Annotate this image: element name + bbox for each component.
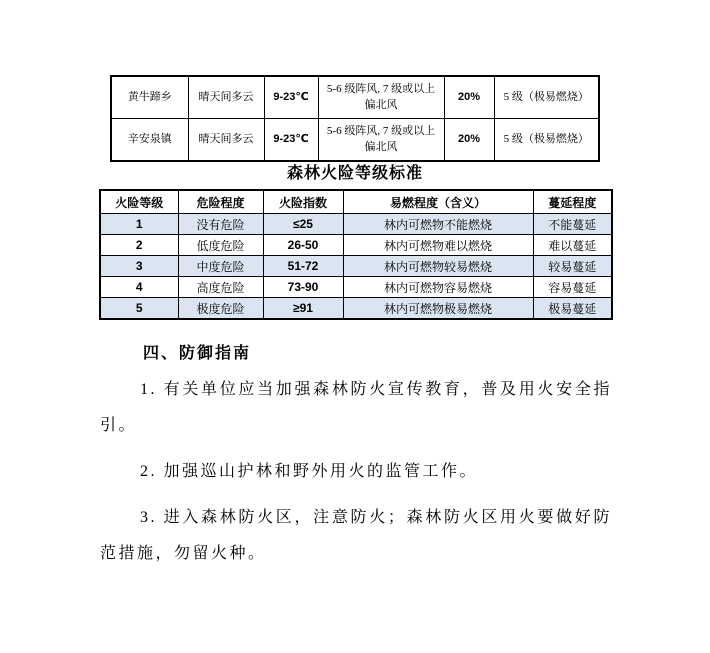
cell-spread: 难以蔓延 bbox=[533, 235, 612, 256]
cell-town: 黄牛蹄乡 bbox=[111, 76, 188, 119]
cell-danger: 中度危险 bbox=[178, 256, 263, 277]
cell-flammability: 林内可燃物较易燃烧 bbox=[343, 256, 533, 277]
cell-town: 辛安泉镇 bbox=[111, 119, 188, 162]
header-flammability: 易燃程度（含义） bbox=[343, 190, 533, 214]
cell-danger: 极度危险 bbox=[178, 298, 263, 320]
guide-heading: 四、防御指南 bbox=[143, 345, 252, 362]
cell-spread: 不能蔓延 bbox=[533, 214, 612, 235]
standard-table-row bbox=[100, 298, 612, 320]
cell-sky: 晴天间多云 bbox=[188, 76, 264, 119]
standard-table-row bbox=[100, 214, 612, 235]
weather-table bbox=[110, 75, 600, 162]
cell-fire-level: 5 级（极易燃烧） bbox=[494, 76, 599, 119]
cell-sky: 晴天间多云 bbox=[188, 119, 264, 162]
cell-temp: 9-23℃ bbox=[264, 76, 318, 119]
cell-danger: 低度危险 bbox=[178, 235, 263, 256]
cell-humidity: 20% bbox=[444, 76, 494, 119]
standard-table-header-row bbox=[100, 190, 612, 214]
cell-spread: 较易蔓延 bbox=[533, 256, 612, 277]
guide-paragraph-2: 2. 加强巡山护林和野外用火的监管工作。 bbox=[140, 463, 479, 480]
cell-humidity: 20% bbox=[444, 119, 494, 162]
cell-flammability: 林内可燃物极易燃烧 bbox=[343, 298, 533, 320]
cell-fire-level: 5 级（极易燃烧） bbox=[494, 119, 599, 162]
cell-flammability: 林内可燃物容易燃烧 bbox=[343, 277, 533, 298]
cell-wind: 5-6 级阵风, 7 级或以上偏北风 bbox=[318, 119, 444, 162]
weather-table-row bbox=[111, 119, 599, 162]
cell-danger: 没有危险 bbox=[178, 214, 263, 235]
header-fire-index: 火险指数 bbox=[263, 190, 343, 214]
cell-danger: 高度危险 bbox=[178, 277, 263, 298]
standard-table-row bbox=[100, 277, 612, 298]
guide-body bbox=[100, 372, 612, 582]
standard-table-row bbox=[100, 235, 612, 256]
cell-level: 4 bbox=[100, 277, 178, 298]
weather-table-row bbox=[111, 76, 599, 119]
cell-flammability: 林内可燃物难以燃烧 bbox=[343, 235, 533, 256]
cell-level: 1 bbox=[100, 214, 178, 235]
cell-wind: 5-6 级阵风, 7 级或以上偏北风 bbox=[318, 76, 444, 119]
standard-table-row bbox=[100, 256, 612, 277]
standard-table-title: 森林火险等级标准 bbox=[286, 165, 423, 182]
cell-index: ≥91 bbox=[263, 298, 343, 320]
cell-spread: 容易蔓延 bbox=[533, 277, 612, 298]
header-fire-level: 火险等级 bbox=[100, 190, 178, 214]
cell-index: ≤25 bbox=[263, 214, 343, 235]
header-danger-degree: 危险程度 bbox=[178, 190, 263, 214]
standard-table bbox=[99, 189, 613, 320]
header-spread-degree: 蔓延程度 bbox=[533, 190, 612, 214]
cell-temp: 9-23℃ bbox=[264, 119, 318, 162]
guide-paragraph-3: 3. 进入森林防火区，注意防火；森林防火区用火要做好防范措施，勿留火种。 bbox=[100, 509, 612, 562]
guide-paragraph-1: 1. 有关单位应当加强森林防火宣传教育，普及用火安全指引。 bbox=[100, 381, 612, 434]
cell-level: 3 bbox=[100, 256, 178, 277]
cell-index: 73-90 bbox=[263, 277, 343, 298]
cell-level: 2 bbox=[100, 235, 178, 256]
cell-index: 51-72 bbox=[263, 256, 343, 277]
cell-index: 26-50 bbox=[263, 235, 343, 256]
cell-spread: 极易蔓延 bbox=[533, 298, 612, 320]
cell-level: 5 bbox=[100, 298, 178, 320]
cell-flammability: 林内可燃物不能燃烧 bbox=[343, 214, 533, 235]
